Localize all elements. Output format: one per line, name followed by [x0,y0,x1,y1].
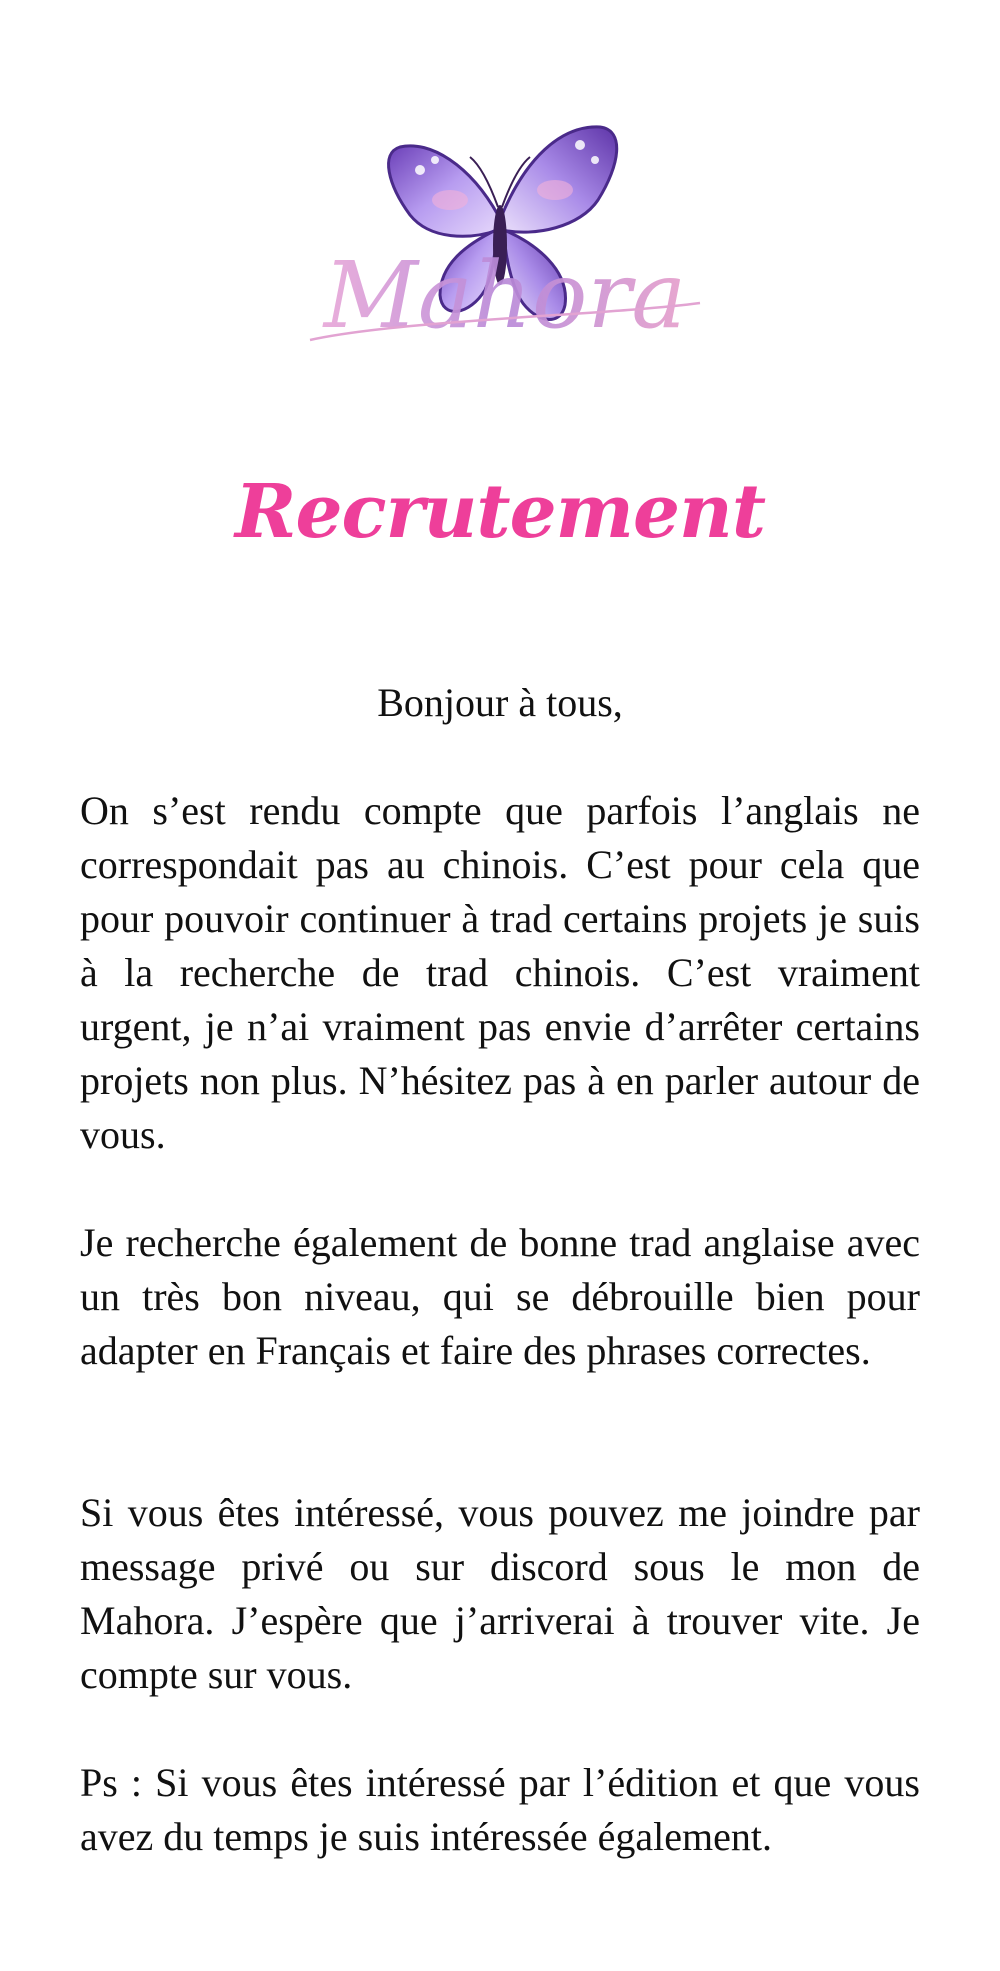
butterfly-icon [280,105,720,355]
greeting-text: Bonjour à tous, [377,680,623,725]
paragraph-english-translator: Je recherche également de bonne trad anglaise avec un très bon niveau, qui se débrouille bien pour adapter en Français et faire des phrases correctes. [80,1220,920,1373]
mahora-logo [280,105,720,355]
paragraph-chinese-translator: On s’est rendu compte que parfois l’anglais ne correspondait pas au chinois. C’est pour cela que pour pouvoir continuer à trad certains projets je suis à la recherche de trad chinois. C’est vraiment urgent, je n’ai vraiment pas envie d’arrêter certains projets non plus. N’hésitez pas à en parler autour de vous. [80,788,920,1157]
logo-wordmark: Mahora [323,242,687,349]
page-title: Recrutement [234,469,766,555]
paragraph-contact: Si vous êtes intéressé, vous pouvez me joindre par message privé ou sur discord sous le mon de Mahora. J’espère que j’arriverai à trouver vite. Je compte sur vous. [80,1490,920,1697]
paragraph-ps-editing: Ps : Si vous êtes intéressé par l’édition et que vous avez du temps je suis intéressée également. [80,1760,920,1859]
